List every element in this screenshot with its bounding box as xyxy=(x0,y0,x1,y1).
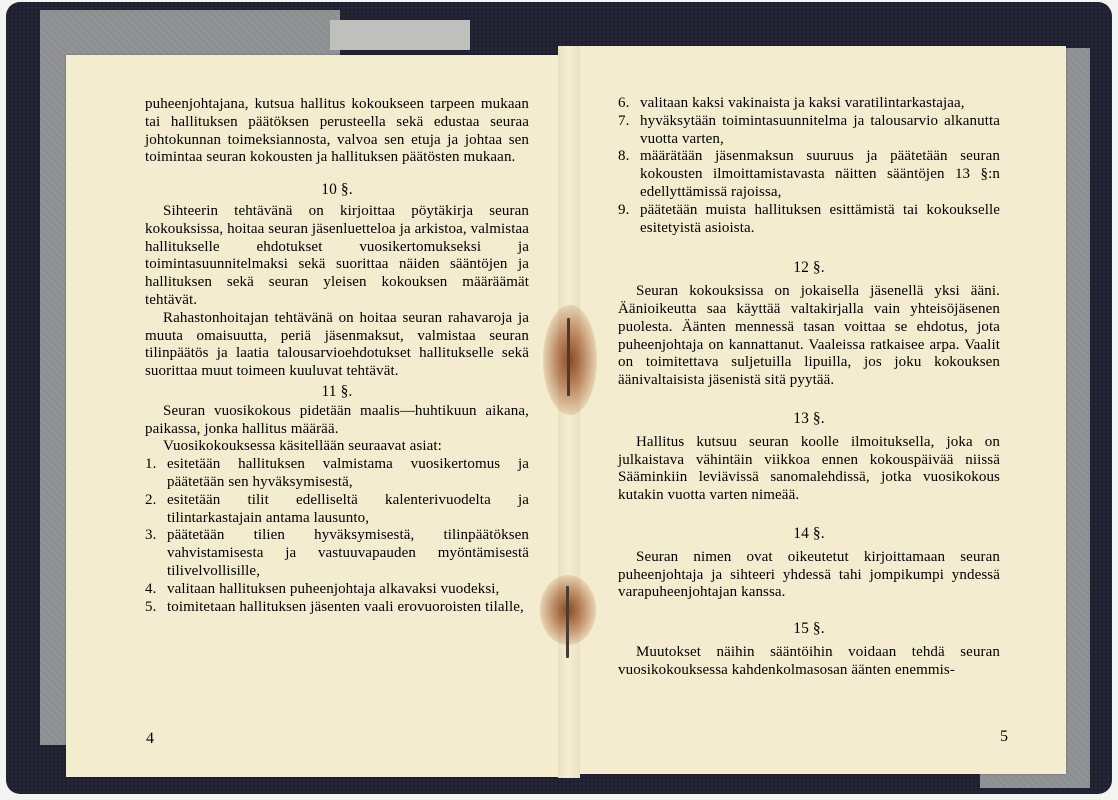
list-item-text: toimitetaan hallituksen jäsenten vaali erovuoroisten tilalle, xyxy=(167,598,524,615)
section-15-heading: 15 §. xyxy=(793,620,825,638)
paragraph-intro: puheenjohtajana, kutsua hallitus kokoukseen tarpeen mukaan tai hallituksen päätöksen perusteella sekä edustaa seuraa johtokunnan toimeksiannosta, valvoa sen etuja ja johtaa sen toimintaa seuran kokousten ja hallituksen päätösten mukaan. xyxy=(145,96,529,166)
rust-stain-upper xyxy=(543,305,597,415)
list-item-number: 4. xyxy=(145,580,157,597)
list-item-number: 8. xyxy=(618,148,630,165)
section-11-heading: 11 §. xyxy=(321,382,353,400)
page-number-right: 5 xyxy=(1000,728,1008,745)
paragraph-kutsuu: Hallitus kutsuu seuran koolle ilmoituksella, joka on julkaistava vähintäin viikkoa ennen kokouspäivää niissä Sääminkiin leviävissä sanomalehdissä, jotka vuosikokous kutakin vuotta varten nimeää. xyxy=(618,433,1000,504)
list-item-number: 2. xyxy=(145,491,157,508)
paragraph-nimi: Seuran nimen ovat oikeutetut kirjoittamaan seuran puheenjohtaja ja sihteeri yhdessä tahi jompikumpi yndessä varapuheenjohtajan kanssa. xyxy=(618,548,1000,601)
staple-upper xyxy=(567,318,570,396)
right-text-column xyxy=(618,95,1000,680)
section-14-heading: 14 §. xyxy=(793,524,825,542)
left-text-column xyxy=(145,96,529,616)
list-item xyxy=(618,148,1000,201)
list-item xyxy=(145,492,529,528)
list-item-text: esitetään tilit edelliseltä kalenterivuodelta ja tilintarkastajain antama lausunto, xyxy=(167,491,529,526)
section-13-heading: 13 §. xyxy=(793,409,825,427)
list-item xyxy=(145,527,529,580)
paragraph-vuosikokous: Seuran vuosikokous pidetään maalis—huhtikuun aikana, paikassa, jonka hallitus määrää. xyxy=(145,402,529,437)
paragraph-rahastonhoitaja: Rahastonhoitajan tehtävänä on hoitaa seuran rahavaroja ja muuta omaisuutta, periä jäsenmaksut, valmistaa seuran tilinpäätös ja laatia talousarvioehdotukset hallitukselle sekä suorittaa muut toimeen kuuluvat tehtävät. xyxy=(145,309,529,380)
list-item xyxy=(145,581,529,599)
list-item-text: päätetään muista hallituksen esittämistä tai kokoukselle esitetyistä asioista. xyxy=(640,201,1000,236)
list-item-number: 5. xyxy=(145,598,157,615)
list-item-text: hyväksytään toimintasuunnitelma ja talousarvio alkanutta vuotta varten, xyxy=(640,112,1000,147)
list-item-text: määrätään jäsenmaksun suuruus ja päätetään seuran kokousten ilmoittamistavasta näitten sääntöjen 13 §:n edellyttämissä rajoissa, xyxy=(640,148,1000,200)
inner-cover-top xyxy=(330,20,470,50)
list-item-number: 1. xyxy=(145,456,157,473)
list-item-text: valitaan kaksi vakinaista ja kaksi varatilintarkastajaa, xyxy=(640,95,965,111)
list-item xyxy=(145,599,529,617)
staple-lower xyxy=(566,586,569,658)
agenda-list-left xyxy=(145,456,529,616)
list-item-number: 6. xyxy=(618,95,630,111)
list-item xyxy=(618,113,1000,149)
list-item-text: päätetään tilien hyväksymisestä, tilinpäätöksen vahvistamisesta ja vastuuvapauden myöntämisestä tilivelvollisille, xyxy=(167,527,529,579)
list-item xyxy=(145,456,529,492)
list-item-text: esitetään hallituksen valmistama vuosikertomus ja päätetään sen hyväksymisestä, xyxy=(167,456,529,490)
list-item-text: valitaan hallituksen puheenjohtaja alkavaksi vuodeksi, xyxy=(167,580,500,597)
section-10-heading: 10 §. xyxy=(321,181,353,199)
paragraph-aani: Seuran kokouksissa on jokaisella jäsenellä yksi ääni. Äänioikeutta saa käyttää valtakirjalla vain yhteisöjäsenen puolesta. Äänten mennessä tasan voittaa se ehdotus, jota puheenjohtaja on kannattanut. Vaaleissa ratkaisee arpa. Vaalit on toimitettava suljetuilla lipuilla, jos joku kokouksen äänivaltaisista jäsenistä sitä pyytää. xyxy=(618,283,1000,389)
list-item xyxy=(618,95,1000,113)
section-12-heading: 12 §. xyxy=(793,259,825,277)
list-item-number: 9. xyxy=(618,201,630,218)
paragraph-muutokset: Muutokset näihin sääntöihin voidaan tehdä seuran vuosikokouksessa kahdenkolmasosan äänten enemmis- xyxy=(618,643,1000,678)
agenda-list-right xyxy=(618,95,1000,237)
paragraph-asiat: Vuosikokouksessa käsitellään seuraavat asiat: xyxy=(163,438,442,455)
list-item xyxy=(618,202,1000,238)
paragraph-sihteeri: Sihteerin tehtävänä on kirjoittaa pöytäkirja seuran kokouksissa, hoitaa seuran jäsenluetteloa ja arkistoa, valmistaa hallitukselle ehdotukset vuosikertomukseksi ja toimintasuunnitelmaksi sekä suorittaa näiden sääntöjen ja hallituksen sekä seuran yleisen kokouksen määräämät tehtävät. xyxy=(145,202,529,308)
page-number-left: 4 xyxy=(146,730,154,747)
list-item-number: 3. xyxy=(145,527,157,544)
list-item-number: 7. xyxy=(618,112,630,129)
